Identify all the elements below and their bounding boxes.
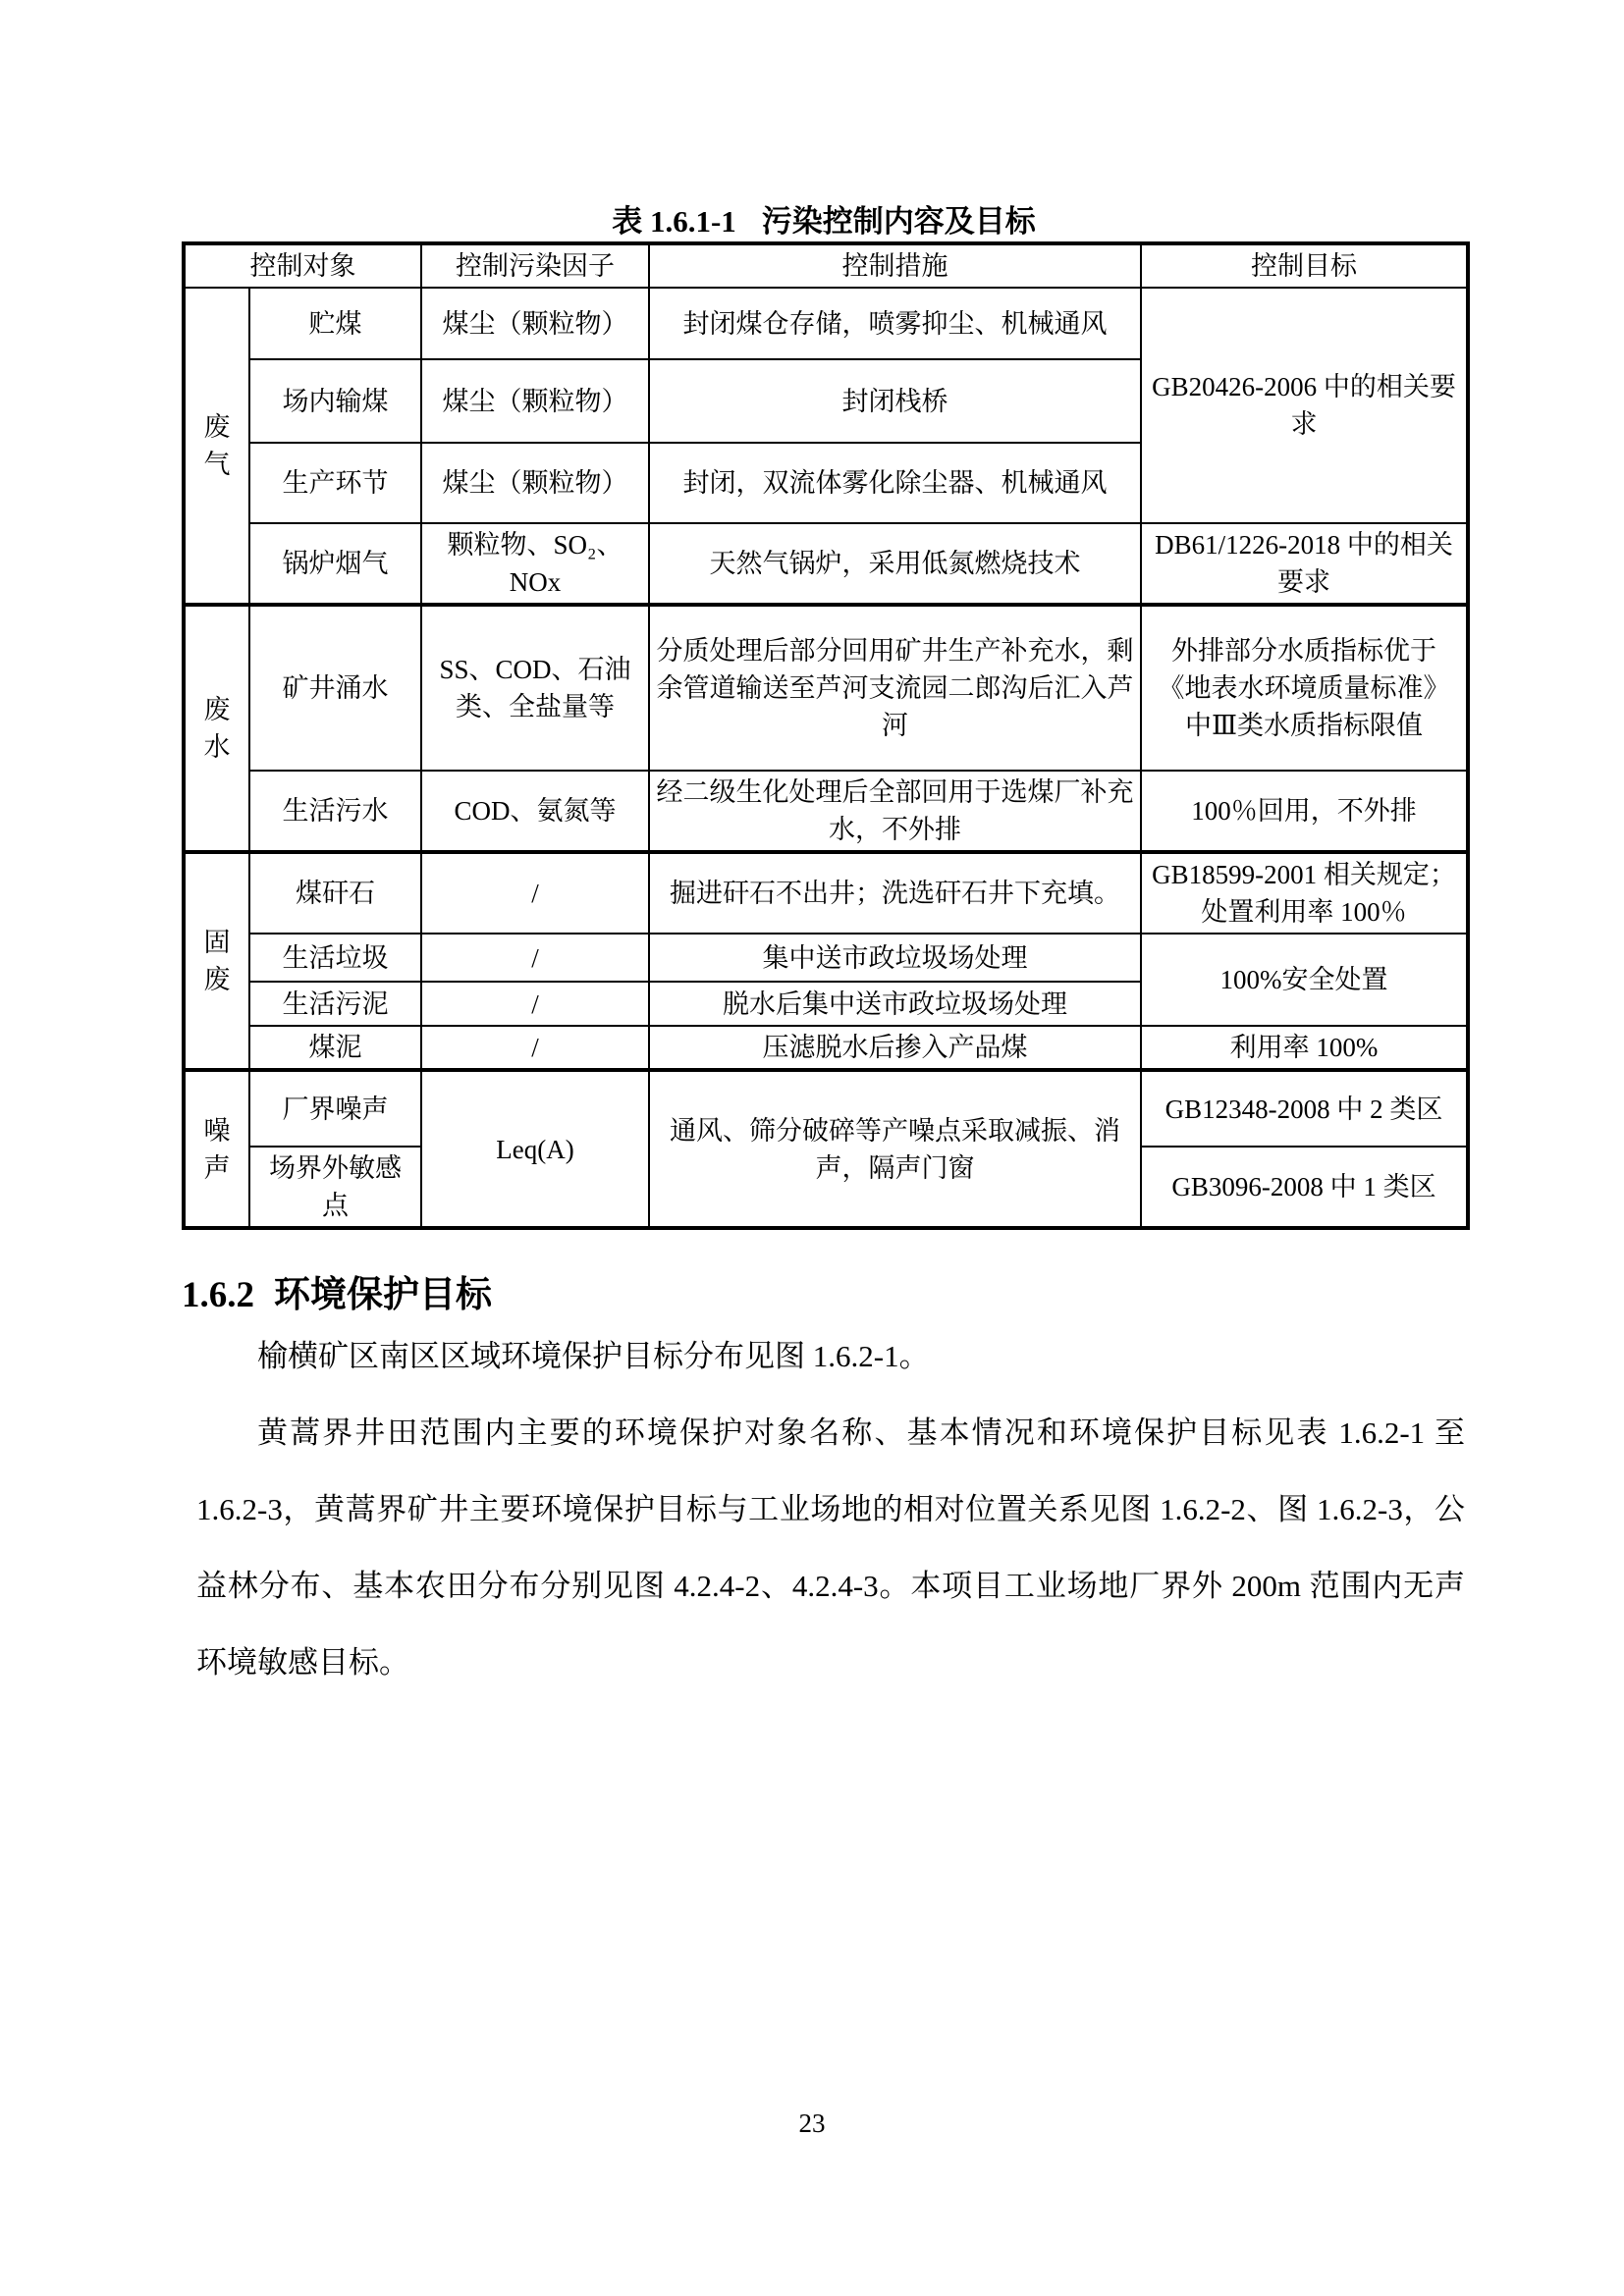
coal-transfer-factor: 煤尘（颗粒物） <box>421 359 649 443</box>
row-coal-gangue <box>184 852 1468 934</box>
coal-transfer-item: 场内输煤 <box>249 359 421 443</box>
section-heading <box>182 1264 492 1317</box>
page-number: 23 <box>798 2109 826 2138</box>
table-title-text: 污染控制内容及目标 <box>761 204 1036 239</box>
coal-storage-factor: 煤尘（颗粒物） <box>421 288 649 359</box>
category-waste-gas: 废气 <box>184 288 249 605</box>
gangue-factor: / <box>421 852 649 934</box>
garbage-sludge-target: 100%安全处置 <box>1141 934 1468 1026</box>
sludge-factor: / <box>421 982 649 1026</box>
row-coal-storage <box>184 288 1468 359</box>
table-header-row <box>184 243 1468 288</box>
slime-factor: / <box>421 1026 649 1070</box>
row-coal-slime <box>184 1026 1468 1070</box>
garbage-factor: / <box>421 934 649 982</box>
mine-water-item: 矿井涌水 <box>249 605 421 771</box>
body-text <box>196 1318 1465 1701</box>
production-measure: 封闭，双流体雾化除尘器、机械通风 <box>649 443 1141 523</box>
boiler-factor: 颗粒物、SO₂、NOx <box>421 523 649 605</box>
sensitive-points-item: 场界外敏感点 <box>249 1147 421 1228</box>
gangue-measure: 掘进矸石不出井；洗选矸石井下充填。 <box>649 852 1141 934</box>
paragraph-2: 黄蒿界井田范围内主要的环境保护对象名称、基本情况和环境保护目标见表 1.6.2-1 至 1.6.2-3，黄蒿界矿井主要环境保护目标与工业场地的相对位置关系见图 1.6.2-2、图 1.6.2-3，公益林分布、基本农田分布分别见图 4.2.4-2、4.2.4-3。本项目工业场地厂界外 200m 范围内无声环境敏感目标。 <box>196 1415 1465 1680</box>
row-domestic-sewage <box>184 771 1468 852</box>
pollution-control-table <box>182 241 1470 1230</box>
header-control-factor: 控制污染因子 <box>421 243 649 288</box>
sensitive-points-target: GB3096-2008 中 1 类区 <box>1141 1147 1468 1228</box>
header-control-measure: 控制措施 <box>649 243 1141 288</box>
header-control-target: 控制目标 <box>1141 243 1468 288</box>
slime-measure: 压滤脱水后掺入产品煤 <box>649 1026 1141 1070</box>
gangue-item: 煤矸石 <box>249 852 421 934</box>
table-number: 表 1.6.1-1 <box>612 204 736 239</box>
section-title: 环境保护目标 <box>274 1275 492 1315</box>
noise-factor: Leq(A) <box>421 1070 649 1228</box>
sewage-item: 生活污水 <box>249 771 421 852</box>
sludge-item: 生活污泥 <box>249 982 421 1026</box>
slime-item: 煤泥 <box>249 1026 421 1070</box>
paragraph-1: 榆横矿区南区区域环境保护目标分布见图 1.6.2-1。 <box>257 1339 930 1373</box>
mine-water-target: 外排部分水质指标优于《地表水环境质量标准》中Ⅲ类水质指标限值 <box>1141 605 1468 771</box>
boiler-measure: 天然气锅炉，采用低氮燃烧技术 <box>649 523 1141 605</box>
production-item: 生产环节 <box>249 443 421 523</box>
mine-water-measure: 分质处理后部分回用矿井生产补充水，剩余管道输送至芦河支流园二郎沟后汇入芦河 <box>649 605 1141 771</box>
row-domestic-garbage <box>184 934 1468 982</box>
production-factor: 煤尘（颗粒物） <box>421 443 649 523</box>
header-control-object: 控制对象 <box>184 243 421 288</box>
garbage-item: 生活垃圾 <box>249 934 421 982</box>
table-title <box>182 196 1466 240</box>
category-noise: 噪声 <box>184 1070 249 1228</box>
boundary-noise-item: 厂界噪声 <box>249 1070 421 1147</box>
row-mine-water <box>184 605 1468 771</box>
sewage-measure: 经二级生化处理后全部回用于选煤厂补充水，不外排 <box>649 771 1141 852</box>
gangue-target: GB18599-2001 相关规定；处置利用率 100％ <box>1141 852 1468 934</box>
boiler-item: 锅炉烟气 <box>249 523 421 605</box>
coal-transfer-measure: 封闭栈桥 <box>649 359 1141 443</box>
category-waste-water: 废水 <box>184 605 249 852</box>
section-number: 1.6.2 <box>182 1275 254 1315</box>
sludge-measure: 脱水后集中送市政垃圾场处理 <box>649 982 1141 1026</box>
coal-storage-measure: 封闭煤仓存储，喷雾抑尘、机械通风 <box>649 288 1141 359</box>
boundary-noise-target: GB12348-2008 中 2 类区 <box>1141 1070 1468 1147</box>
garbage-measure: 集中送市政垃圾场处理 <box>649 934 1141 982</box>
slime-target: 利用率 100% <box>1141 1026 1468 1070</box>
waste-gas-target: GB20426-2006 中的相关要求 <box>1141 288 1468 523</box>
coal-storage-item: 贮煤 <box>249 288 421 359</box>
boiler-target: DB61/1226-2018 中的相关要求 <box>1141 523 1468 605</box>
sewage-target: 100％回用，不外排 <box>1141 771 1468 852</box>
row-boundary-noise <box>184 1070 1468 1147</box>
category-solid-waste: 固废 <box>184 852 249 1070</box>
row-boiler-flue-gas <box>184 523 1468 605</box>
sewage-factor: COD、氨氮等 <box>421 771 649 852</box>
noise-measure: 通风、筛分破碎等产噪点采取减振、消声，隔声门窗 <box>649 1070 1141 1228</box>
mine-water-factor: SS、COD、石油类、全盐量等 <box>421 605 649 771</box>
